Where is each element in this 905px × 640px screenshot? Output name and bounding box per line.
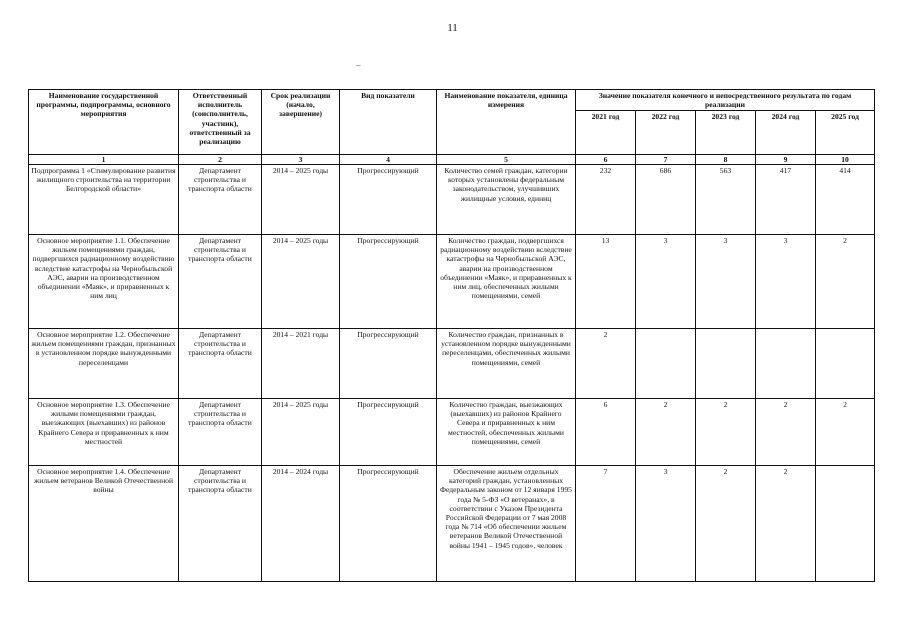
cell-value: 414 (816, 165, 875, 235)
column-number: 10 (816, 155, 875, 165)
table-row (29, 466, 875, 582)
cell-value: 2 (756, 466, 816, 582)
cell-period: 2014 – 2025 годы (262, 165, 340, 235)
cell-value: 563 (696, 165, 756, 235)
indicator-table (28, 89, 875, 582)
column-number: 3 (262, 155, 340, 165)
header-year: 2022 год (636, 111, 696, 155)
header-indicator-type: Вид показатели (340, 90, 437, 155)
cell-value (696, 329, 756, 399)
header-indicator-name: Наименование показателя, единица измерения (437, 90, 576, 155)
cell-type: Прогрессирующий (340, 399, 437, 466)
cell-program: Основное мероприятие 1.3. Обеспечение жилыми помещениями граждан, выезжающих (выехавших) из районов Крайнего Севера и приравненных к ним местностей (29, 399, 179, 466)
cell-indicator: Количество семей граждан, категории которых установлены федеральным законодательством, улучшивших жилищные условия, единиц (437, 165, 576, 235)
cell-value: 2 (816, 399, 875, 466)
cell-value (816, 329, 875, 399)
cell-value: 2 (756, 399, 816, 466)
cell-value: 686 (636, 165, 696, 235)
cell-type: Прогрессирующий (340, 235, 437, 329)
cell-value: 3 (756, 235, 816, 329)
cell-type: Прогрессирующий (340, 466, 437, 582)
cell-value: 7 (576, 466, 636, 582)
cell-value: 3 (636, 466, 696, 582)
cell-value: 2 (816, 235, 875, 329)
header-executor: Ответственный исполнитель (соисполнитель, участник), ответственный за реализацию (179, 90, 262, 155)
header-row (29, 90, 875, 111)
cell-executor: Департамент строительства и транспорта области (179, 329, 262, 399)
cell-value (816, 466, 875, 582)
cell-value (636, 329, 696, 399)
cell-program: Основное мероприятие 1.4. Обеспечение жильем ветеранов Великой Отечественной войны (29, 466, 179, 582)
column-number: 5 (437, 155, 576, 165)
header-year: 2021 год (576, 111, 636, 155)
cell-program: Основное мероприятие 1.2. Обеспечение жильем помещениями граждан, признанных в установленном порядке вынужденными переселенцами (29, 329, 179, 399)
cell-period: 2014 – 2025 годы (262, 399, 340, 466)
cell-type: Прогрессирующий (340, 329, 437, 399)
header-year: 2023 год (696, 111, 756, 155)
column-number: 7 (636, 155, 696, 165)
table-row (29, 165, 875, 235)
cell-value: 3 (636, 235, 696, 329)
page-number: 11 (447, 22, 458, 34)
cell-program: Подпрограмма 1 «Стимулирование развития жилищного строительства на территории Белгородской области» (29, 165, 179, 235)
column-number-row (29, 155, 875, 165)
column-number: 8 (696, 155, 756, 165)
cell-value: 13 (576, 235, 636, 329)
cell-indicator: Обеспечение жильем отдельных категорий граждан, установленных Федеральным законом от 12 января 1995 года № 5-ФЗ «О ветеранах», в соответствии с Указом Президента Российской Федерации от 7 мая 2008 года № 714 «Об обеспечении жильем ветеранов Великой Отечественной войны 1941 – 1945 годов», человек (437, 466, 576, 582)
cell-value: 2 (576, 329, 636, 399)
cell-period: 2014 – 2025 годы (262, 235, 340, 329)
cell-value: 2 (696, 466, 756, 582)
column-number: 1 (29, 155, 179, 165)
cell-period: 2014 – 2024 годы (262, 466, 340, 582)
cell-value: 3 (696, 235, 756, 329)
cell-indicator: Количество граждан, подвергшихся радиационному воздействию вследствие катастрофы на Чернобыльской АЭС, аварии на производственном объединении «Маяк», и приравненных к ним лиц, обеспеченных жилыми помещениями, семей (437, 235, 576, 329)
table-row (29, 235, 875, 329)
cell-executor: Департамент строительства и транспорта области (179, 165, 262, 235)
scan-mark: – (356, 60, 361, 70)
column-number: 4 (340, 155, 437, 165)
cell-program: Основное мероприятие 1.1. Обеспечение жильем помещениями граждан, подвергшихся радиационному воздействию вследствие катастрофы на Чернобыльской АЭС, аварии на производственном объединении «Маяк», и приравненных к ним лиц (29, 235, 179, 329)
table-row (29, 329, 875, 399)
column-number: 6 (576, 155, 636, 165)
cell-value: 2 (636, 399, 696, 466)
cell-period: 2014 – 2021 годы (262, 329, 340, 399)
cell-indicator: Количество граждан, признанных в установленном порядке вынужденными переселенцами, обеспеченных жилыми помещениями, семей (437, 329, 576, 399)
cell-executor: Департамент строительства и транспорта области (179, 399, 262, 466)
header-values-group: Значение показателя конечного и непосредственного результата по годам реализации (576, 90, 875, 111)
cell-indicator: Количество граждан, выезжающих (выехавших) из районов Крайнего Севера и приравненных к ним местностей, обеспеченных жилыми помещениями, семей (437, 399, 576, 466)
header-year: 2024 год (756, 111, 816, 155)
cell-type: Прогрессирующий (340, 165, 437, 235)
column-number: 2 (179, 155, 262, 165)
header-period: Срок реализации (начало, завершение) (262, 90, 340, 155)
cell-value: 2 (696, 399, 756, 466)
header-program: Наименование государственной программы, подпрограммы, основного мероприятия (29, 90, 179, 155)
cell-value: 232 (576, 165, 636, 235)
header-year: 2025 год (816, 111, 875, 155)
cell-value: 6 (576, 399, 636, 466)
cell-executor: Департамент строительства и транспорта области (179, 466, 262, 582)
table-row (29, 399, 875, 466)
column-number: 9 (756, 155, 816, 165)
cell-executor: Департамент строительства и транспорта области (179, 235, 262, 329)
cell-value (756, 329, 816, 399)
cell-value: 417 (756, 165, 816, 235)
